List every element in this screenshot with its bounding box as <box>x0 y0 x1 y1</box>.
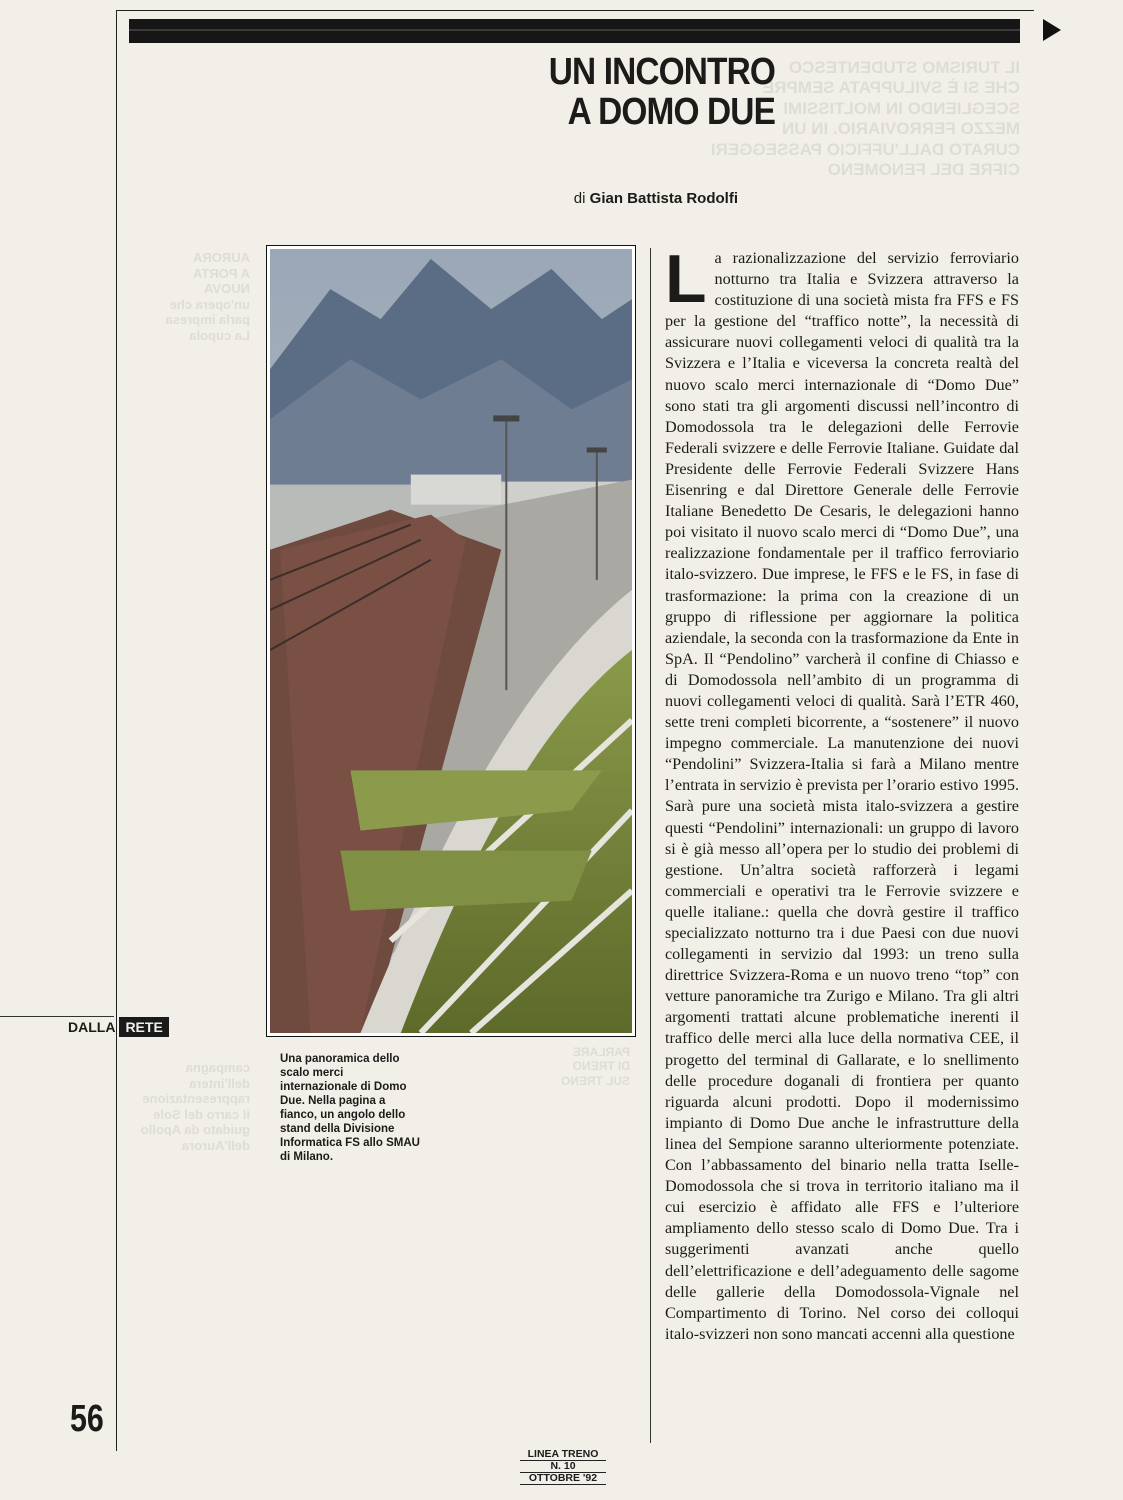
title-line-1: UN INCONTRO <box>548 51 775 93</box>
bleed-through-text: campagna dell'intera rappresentazione il carro del Sole guidato da Apollo dell'Aurora <box>140 1060 250 1153</box>
byline <box>480 190 738 207</box>
footer-magazine: LINEA TRENO <box>520 1449 606 1461</box>
article-title <box>471 52 775 132</box>
byline-prefix: di <box>573 190 586 207</box>
page-number: 56 <box>70 1398 104 1440</box>
freight-yard-photo <box>270 249 632 1033</box>
article-body <box>665 241 1019 1345</box>
section-label <box>0 1016 169 1038</box>
footer-date: OTTOBRE '92 <box>520 1473 606 1485</box>
drop-cap: L <box>665 241 707 317</box>
header-rule-bar <box>129 19 1020 43</box>
photo-frame <box>266 245 636 1037</box>
bleed-through-text: PARLARE DI TRENO SUL TRENO <box>560 1045 630 1088</box>
footer-issue: N. 10 <box>520 1461 606 1473</box>
bleed-through-text: IL TURISMO STUDENTESCO CHE SI È SVILUPPATA SEMPRE SCEGLIENDO IN MOLTISSIMI MEZZO FERROVIARIO. IN UN CURATO DALL'UFFICIO PASSEGGERI CIFRE DEL FENOMENO <box>710 58 1020 179</box>
title-line-2: A DOMO DUE <box>567 91 775 133</box>
section-label-rete: RETE <box>119 1017 168 1037</box>
section-label-dalla: DALLA <box>68 1019 116 1035</box>
photo-caption: Una panoramica dello scalo merci internazionale di Domo Due. Nella pagina a fianco, un angolo dello stand della Divisione Informatica FS allo SMAU di Milano. <box>280 1053 420 1163</box>
page-turn-arrow-icon <box>1043 19 1061 41</box>
bleed-through-text: AURORA A PORTA NUOVA un'opera che parla impresa La cupola <box>165 250 250 343</box>
article-text: a razionalizzazione del servizio ferroviario notturno tra Italia e Svizzera attraverso la costituzione di una società mista fra FFS e FS per la gestione del “traffico notte”, la necessità di assicurare nuovi collegamenti veloci di qualità tra la Svizzera e l’Italia e viceversa la concreta realtà del nuovo scalo merci internazionale di “Domo Due” sono stati tra gli argomenti discussi nell’incontro di Domodossola tra le delegazioni delle Ferrovie Federali svizzere e delle Ferrovie Italiane. Guidate dal Presidente delle Ferrovie Federali Svizzere Hans Eisenring e dal Direttore Generale delle Ferrovie Italiane Benedetto De Cesaris, le delegazioni hanno poi visitato il nuovo scalo merci di “Domo Due”, una realizzazione fondamentale per il traffico ferroviario italo-svizzero. Due imprese, le FFS e le FS, in fase di trasformazione: la prima con la creazione di un gruppo di riflessione per aggiornare la politica aziendale, la seconda con la trasformazione da Ente in SpA. Il “Pendolino” varcherà il confine di Chiasso e di Domodossola nell’ambito di un programma di nuovi collegamenti veloci di qualità. Sarà l’ETR 460, sette treni completi bicorrente, a “sostenere” il nuovo impegno commerciale. La manutenzione dei nuovi “Pendolini” Svizzera-Italia si farà a Milano mentre l’entrata in servizio è prevista per l’orario estivo 1995. Sarà pure una società mista italo-svizzera a gestire questi “Pendolini” internazionali: un gruppo di lavoro si è già messo all’opera per lo studio dei problemi di gestione. Un’altra società rafforzerà i legami commerciali e operativi tra le Ferrovie svizzere e quelle italiane.: quella che dovrà gestire il traffico specializzato notturno tra i due Paesi con due nuovi collegamenti in servizio dal 1993: un treno sulla direttrice Svizzera-Roma e un nuovo treno “top” con vetture panoramiche tra Zurigo e Milano. Tra gli altri argomenti trattati alcune problematiche inerenti il traffico delle merci alla luce della normativa CEE, il progetto del terminal di Gallarate, e lo snellimento delle procedure doganali di frontiera per quanto riguarda alcuni prodotti. Dopo il modernissimo impianto di Domo Due anche le infrastrutture della linea del Sempione saranno ulteriormente potenziate. Con l’abbassamento del binario nella tratta Iselle-Domodossola che si trova in territorio italiano ma il cui esercizio è affidato alle FFS e l’ulteriore ampliamento dello stesso scalo di Domo Due. Tra i suggerimenti avanzati anche quello dell’elettrificazione e dell’adeguamento delle sagome delle gallerie della Domodossola-Vignale nel Compartimento di Torino. Nel corso dei colloqui italo-svizzeri non sono mancati accenni alla questione <box>665 249 1019 1343</box>
author-name: Gian Battista Rodolfi <box>589 190 738 207</box>
footer-masthead <box>520 1449 606 1485</box>
column-rule <box>650 248 651 1443</box>
